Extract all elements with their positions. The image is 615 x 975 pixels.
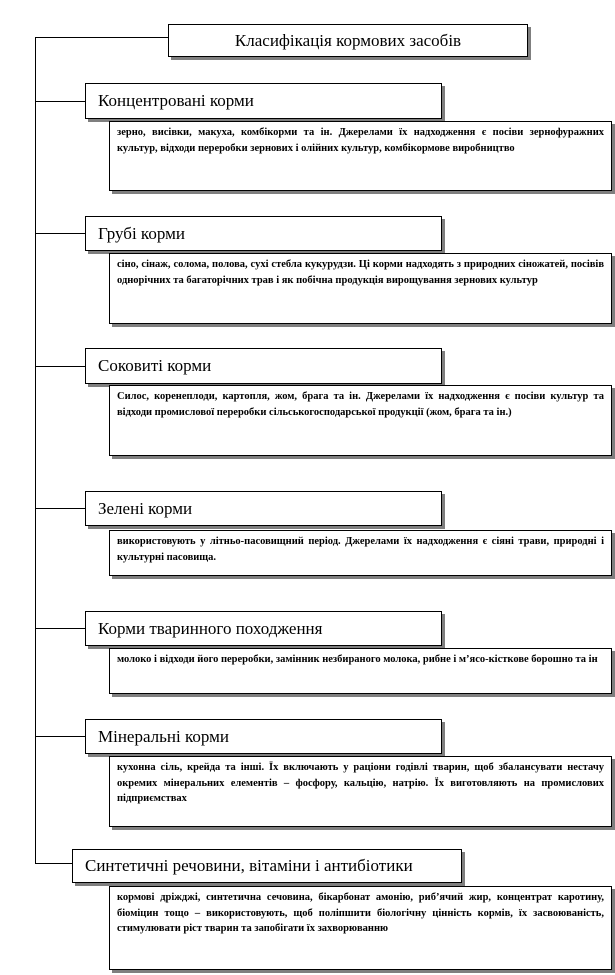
- description-animal-origin: молоко і відходи його переробки, замінник незбираного молока, рибне і м’ясо-кісткове борошно та ін: [109, 648, 612, 694]
- category-roughage: Грубі корми: [85, 216, 442, 251]
- category-succulent: Соковиті корми: [85, 348, 442, 384]
- description-succulent: Силос, коренеплоди, картопля, жом, брага та ін. Джерелами їх надходження є посіви культур та відходи промислової переробки сільськогосподарської продукції (жом, брага та ін.): [109, 385, 612, 456]
- trunk-line: [35, 37, 36, 863]
- category-green: Зелені корми: [85, 491, 442, 526]
- diagram-title: Класифікація кормових засобів: [168, 24, 528, 57]
- category-concentrated: Концентровані корми: [85, 83, 442, 119]
- description-concentrated: зерно, висівки, макуха, комбікорми та ін. Джерелами їх надходження є посіви зернофуражних культур, відходи переробки зернових і олійних культур, комбікормове виробництво: [109, 121, 612, 191]
- connector-7: [35, 863, 72, 864]
- category-animal-origin: Корми тваринного походження: [85, 611, 442, 646]
- description-synthetic: кормові дріжджі, синтетична сечовина, бікарбонат амонію, риб’ячий жир, концентрат каротину, біоміцин тощо – використовують, щоб поліпшити біологічну цінність кормів, їх засвоюваність, стимулювати ріст тварин та запобігати їх захворюванню: [109, 886, 612, 970]
- connector-2: [35, 233, 85, 234]
- description-green: використовують у літньо-пасовищний період. Джерелами їх надходження є сіяні трави, природні і культурні пасовища.: [109, 530, 612, 576]
- connector-1: [35, 101, 85, 102]
- category-mineral: Мінеральні корми: [85, 719, 442, 754]
- category-synthetic: Синтетичні речовини, вітаміни і антибіотики: [72, 849, 462, 883]
- description-mineral: кухонна сіль, крейда та інші. Їх включають у раціони годівлі тварин, щоб збалансувати нестачу окремих мінеральних елементів – фосфору, кальцію, натрію. Їх виготовляють на промислових підприємствах: [109, 756, 612, 827]
- connector-6: [35, 736, 85, 737]
- description-roughage: сіно, сінаж, солома, полова, сухі стебла кукурудзи. Ці корми надходять з природних сіножатей, посівів однорічних та багаторічних трав і як побічна продукція вирощування зернових культур: [109, 253, 612, 324]
- top-connector: [35, 37, 168, 38]
- connector-5: [35, 628, 85, 629]
- connector-3: [35, 366, 85, 367]
- connector-4: [35, 508, 85, 509]
